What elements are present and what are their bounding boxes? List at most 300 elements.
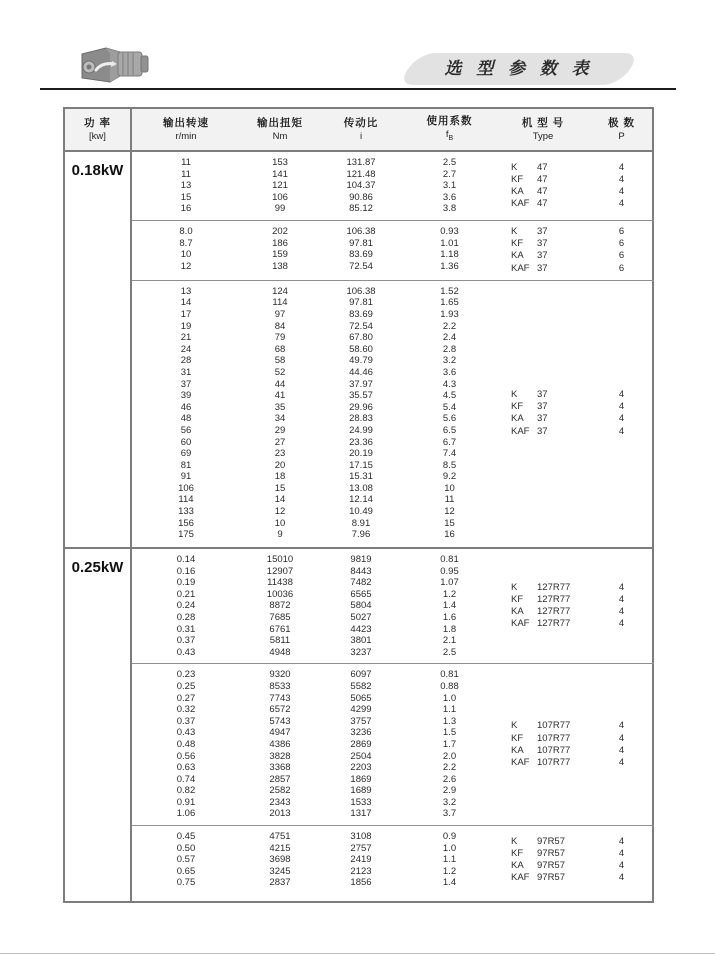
- ratio-value-column: [320, 669, 402, 820]
- model-size: 47: [537, 185, 548, 197]
- torque-value: 29: [274, 424, 286, 436]
- speed-value-column: [132, 554, 240, 658]
- service-factor-value: 1.5: [442, 727, 457, 739]
- model-type: [511, 162, 589, 174]
- poles-column: [589, 669, 654, 820]
- speed-value: 69: [180, 448, 192, 460]
- model-prefix: KF: [511, 401, 524, 413]
- model-prefix: KF: [511, 593, 524, 605]
- service-factor-value: 10: [444, 482, 455, 494]
- ratio-value: 2123: [350, 865, 372, 877]
- torque-value: 4948: [269, 646, 291, 658]
- ratio-value: 15.31: [349, 471, 373, 483]
- service-factor-value: 2.5: [442, 646, 457, 658]
- pole-count: 6: [618, 262, 625, 274]
- torque-value: 6761: [269, 623, 291, 635]
- torque-value-column: [240, 669, 320, 820]
- service-factor-value: 3.7: [442, 808, 457, 820]
- model-prefix: KAF: [511, 872, 530, 884]
- service-factor-value: 3.2: [442, 796, 457, 808]
- ratio-value: 5582: [350, 680, 372, 692]
- model-size: 37: [537, 388, 548, 400]
- ratio-value: 1533: [350, 796, 372, 808]
- ratio-value-column: [320, 831, 402, 889]
- speed-value-column: [132, 669, 240, 820]
- speed-value-column: [132, 226, 240, 275]
- model-size: 37: [537, 425, 548, 437]
- header-torque: [240, 109, 320, 150]
- ratio-value: 13.08: [349, 482, 373, 494]
- ratio-value: 4423: [350, 623, 372, 635]
- speed-value: 91: [180, 471, 192, 483]
- speed-value: 175: [178, 529, 194, 541]
- torque-value: 106: [272, 191, 288, 203]
- speed-value: 0.25: [176, 680, 196, 692]
- torque-value: 7743: [269, 692, 291, 704]
- model-prefix: KF: [511, 238, 524, 250]
- model-type: [511, 745, 589, 757]
- ratio-value: 2419: [350, 854, 372, 866]
- service-factor-value: 7.4: [442, 448, 457, 460]
- page-bottom-edge: [0, 953, 715, 954]
- header-torque-unit: Nm: [272, 131, 288, 142]
- service-factor-value: 2.9: [442, 785, 457, 797]
- torque-value: 97: [274, 308, 286, 320]
- speed-value: 15: [180, 191, 192, 203]
- header-service-factor-label: 使用系数: [426, 115, 473, 128]
- service-factor-value: 2.4: [442, 332, 457, 344]
- model-prefix: KAF: [511, 618, 530, 630]
- service-factor-value-column: [402, 669, 497, 820]
- model-prefix: K: [511, 720, 518, 732]
- service-factor-value-column: [402, 286, 497, 541]
- model-type: [511, 426, 589, 438]
- speed-value: 8.7: [179, 237, 193, 249]
- model-size: 127R77: [537, 581, 571, 593]
- torque-value-column: [240, 226, 320, 275]
- model-type: [511, 606, 589, 618]
- service-factor-value: 4.3: [442, 378, 457, 390]
- power-cell: [65, 152, 132, 547]
- service-factor-value-column: [402, 554, 497, 658]
- ratio-value: 49.79: [349, 355, 373, 367]
- model-column: [497, 226, 589, 275]
- ratio-value: 28.83: [349, 413, 373, 425]
- speed-value: 0.28: [176, 611, 196, 623]
- header-model: [497, 109, 589, 150]
- service-factor-value: 1.93: [440, 308, 459, 320]
- torque-value: 121: [272, 180, 288, 192]
- speed-value: 0.21: [176, 588, 196, 600]
- torque-value: 159: [272, 249, 288, 261]
- service-factor-value: 4.5: [442, 390, 457, 402]
- service-factor-value: 2.5: [442, 157, 457, 168]
- service-factor-value: 2.2: [442, 320, 457, 332]
- service-factor-value: 5.4: [442, 401, 457, 413]
- ratio-value: 97.81: [349, 297, 373, 309]
- torque-value: 99: [274, 203, 286, 215]
- speed-value: 12: [180, 260, 192, 272]
- ratio-value: 5027: [350, 611, 372, 623]
- model-size: 127R77: [537, 606, 571, 618]
- service-factor-value: 2.2: [442, 762, 457, 774]
- model-type: [511, 582, 589, 594]
- ratio-value: 7.96: [351, 529, 371, 541]
- speed-value: 0.45: [176, 831, 196, 843]
- ratio-value: 10.49: [349, 506, 373, 518]
- service-factor-value-column: [402, 226, 497, 275]
- pole-count: 4: [618, 185, 625, 197]
- power-section: [65, 547, 652, 903]
- service-factor-value: 0.93: [440, 225, 459, 237]
- model-prefix: KA: [511, 606, 524, 618]
- service-factor-value: 1.07: [440, 577, 459, 589]
- pole-count: 4: [618, 732, 625, 744]
- pole-count: 4: [618, 581, 625, 593]
- speed-value: 0.50: [176, 842, 196, 854]
- gearmotor-illustration: [72, 40, 156, 88]
- torque-value: 4947: [269, 727, 291, 739]
- torque-value: 138: [272, 260, 288, 272]
- ratio-value: 35.57: [349, 390, 373, 402]
- gearmotor-photo: [72, 40, 156, 88]
- service-factor-value: 3.6: [442, 366, 457, 378]
- model-column: [497, 669, 589, 820]
- speed-value: 0.31: [176, 623, 196, 635]
- service-factor-value: 0.88: [440, 680, 459, 692]
- torque-value: 12: [274, 506, 286, 518]
- model-type: [511, 413, 589, 425]
- model-type: [511, 238, 589, 250]
- ratio-value: 1869: [350, 773, 372, 785]
- torque-value: 2013: [269, 808, 291, 820]
- model-type: [511, 401, 589, 413]
- speed-value: 106: [178, 482, 194, 494]
- ratio-value: 7482: [350, 577, 372, 589]
- torque-value: 8533: [269, 680, 291, 692]
- model-prefix: KAF: [511, 262, 530, 274]
- pole-count: 4: [618, 744, 625, 756]
- header-speed: [132, 109, 240, 150]
- speed-value: 0.43: [176, 727, 196, 739]
- model-column: [497, 286, 589, 541]
- model-type: [511, 618, 589, 630]
- torque-value-column: [240, 286, 320, 541]
- header-power: [65, 109, 132, 150]
- ratio-value: 83.69: [349, 308, 373, 320]
- service-factor-symbol: f: [445, 129, 449, 141]
- speed-value-column: [132, 831, 240, 889]
- speed-value: 81: [180, 459, 192, 471]
- speed-value: 0.23: [176, 669, 196, 681]
- header-torque-label: 输出扭矩: [257, 117, 303, 129]
- speed-value: 28: [180, 355, 192, 367]
- ratio-value: 72.54: [349, 320, 373, 332]
- header-ratio: [320, 109, 402, 150]
- torque-value: 141: [272, 168, 288, 180]
- speed-value: 21: [180, 332, 192, 344]
- header-service-factor: [402, 109, 497, 150]
- pole-count: 4: [618, 860, 625, 872]
- speed-value: 0.16: [176, 565, 196, 577]
- page-title-band: [398, 53, 640, 85]
- ratio-group: [132, 220, 654, 280]
- model-prefix: K: [511, 225, 518, 237]
- torque-value: 114: [272, 297, 288, 309]
- service-factor-value: 1.4: [442, 600, 457, 612]
- service-factor-value: 1.18: [440, 249, 459, 261]
- model-type: [511, 594, 589, 606]
- model-prefix: KAF: [511, 198, 530, 210]
- model-size: 37: [537, 413, 548, 425]
- torque-value-column: [240, 157, 320, 215]
- header-power-unit: [kw]: [89, 131, 106, 142]
- torque-value: 6572: [269, 704, 291, 716]
- poles-column: [589, 226, 654, 275]
- torque-value: 79: [274, 332, 286, 344]
- ratio-value: 2504: [350, 750, 372, 762]
- service-factor-value: 2.7: [442, 168, 457, 180]
- speed-value: 17: [180, 308, 192, 320]
- torque-value: 5743: [269, 715, 291, 727]
- pole-count: 4: [618, 872, 625, 884]
- model-type: [511, 757, 589, 769]
- service-factor-value: 1.3: [442, 715, 457, 727]
- model-type: [511, 250, 589, 262]
- model-prefix: KA: [511, 250, 524, 262]
- torque-value: 3245: [269, 865, 291, 877]
- ratio-group: [132, 549, 654, 663]
- speed-value: 0.63: [176, 762, 196, 774]
- header-poles-label: 极 数: [608, 117, 635, 129]
- service-factor-value: 1.01: [440, 237, 459, 249]
- service-factor-value: 1.1: [442, 854, 457, 866]
- ratio-value: 29.96: [349, 401, 373, 413]
- ratio-value: 2757: [350, 842, 372, 854]
- header-ratio-unit: i: [359, 131, 363, 142]
- ratio-value: 24.99: [349, 424, 373, 436]
- model-size: 37: [537, 238, 548, 250]
- model-type: [511, 836, 589, 848]
- ratio-value: 97.81: [349, 237, 373, 249]
- pole-count: 4: [618, 198, 625, 210]
- model-size: 97R57: [537, 835, 565, 847]
- torque-value: 52: [274, 366, 286, 378]
- model-size: 127R77: [537, 618, 571, 630]
- torque-value: 202: [272, 225, 288, 237]
- speed-value: 0.75: [176, 877, 196, 889]
- service-factor-value: 3.1: [442, 180, 457, 192]
- torque-value: 27: [274, 436, 286, 448]
- header-model-label: 机 型 号: [521, 117, 565, 129]
- service-factor-value: 0.9: [442, 831, 457, 843]
- speed-value: 0.27: [176, 692, 196, 704]
- ratio-value: 67.80: [349, 332, 373, 344]
- speed-value-column: [132, 286, 240, 541]
- ratio-value: 121.48: [346, 168, 376, 180]
- service-factor-value: 3.2: [442, 355, 457, 367]
- model-type: [511, 174, 589, 186]
- model-type: [511, 720, 589, 732]
- torque-value-column: [240, 831, 320, 889]
- torque-value: 5811: [269, 635, 291, 647]
- model-prefix: K: [511, 581, 518, 593]
- model-type: [511, 186, 589, 198]
- model-size: 47: [537, 173, 548, 185]
- service-factor-value: 3.8: [442, 203, 457, 215]
- power-label: 0.18kW: [71, 162, 124, 179]
- service-factor-value: 2.6: [442, 773, 457, 785]
- ratio-groups: [132, 549, 654, 903]
- pole-count: 4: [618, 161, 625, 173]
- model-size: 97R57: [537, 872, 565, 884]
- speed-value: 46: [180, 401, 192, 413]
- torque-value: 2857: [269, 773, 291, 785]
- header-model-unit: Type: [532, 131, 554, 142]
- model-prefix: K: [511, 161, 518, 173]
- ratio-value: 4299: [350, 704, 372, 716]
- torque-value-column: [240, 554, 320, 658]
- header-ratio-label: 传动比: [343, 117, 379, 129]
- speed-value: 0.37: [176, 715, 196, 727]
- torque-value: 9: [277, 529, 283, 541]
- model-size: 37: [537, 225, 548, 237]
- model-prefix: KA: [511, 860, 524, 872]
- speed-value: 39: [180, 390, 192, 402]
- ratio-value: 104.37: [346, 180, 376, 192]
- torque-value: 9320: [269, 669, 291, 681]
- ratio-value: 90.86: [349, 191, 373, 203]
- ratio-value: 23.36: [349, 436, 373, 448]
- model-prefix: KA: [511, 744, 524, 756]
- model-type: [511, 733, 589, 745]
- ratio-value: 106.38: [346, 285, 376, 297]
- speed-value: 0.57: [176, 854, 196, 866]
- poles-column: [589, 157, 654, 215]
- ratio-value-column: [320, 554, 402, 658]
- ratio-value: 2203: [350, 762, 372, 774]
- torque-value: 7685: [269, 611, 291, 623]
- service-factor-value: 15: [444, 517, 455, 529]
- speed-value: 0.32: [176, 704, 196, 716]
- speed-value: 133: [178, 506, 194, 518]
- ratio-value: 44.46: [349, 366, 373, 378]
- torque-value: 4386: [269, 738, 291, 750]
- ratio-value: 6097: [350, 669, 372, 681]
- model-type: [511, 860, 589, 872]
- service-factor-value: 1.2: [442, 865, 457, 877]
- ratio-value: 131.87: [346, 157, 376, 168]
- ratio-value-column: [320, 157, 402, 215]
- ratio-value: 5804: [350, 600, 372, 612]
- model-size: 37: [537, 401, 548, 413]
- header-rule: [40, 88, 676, 90]
- torque-value: 15: [274, 482, 286, 494]
- speed-value: 14: [180, 297, 192, 309]
- model-size: 107R77: [537, 720, 571, 732]
- speed-value-column: [132, 157, 240, 215]
- model-column: [497, 157, 589, 215]
- speed-value: 16: [180, 203, 192, 215]
- table-body: [65, 152, 652, 903]
- ratio-value: 3108: [350, 831, 372, 843]
- service-factor-value: 5.6: [442, 413, 457, 425]
- service-factor-value: 3.6: [442, 191, 457, 203]
- ratio-value: 37.97: [349, 378, 373, 390]
- torque-value: 2582: [269, 785, 291, 797]
- pole-count: 4: [618, 756, 625, 768]
- ratio-group: [132, 663, 654, 825]
- service-factor-value: 1.0: [442, 842, 457, 854]
- ratio-value-column: [320, 226, 402, 275]
- torque-value: 186: [272, 237, 288, 249]
- torque-value: 18: [274, 471, 286, 483]
- model-column: [497, 554, 589, 658]
- ratio-value-column: [320, 286, 402, 541]
- torque-value: 35: [274, 401, 286, 413]
- pole-count: 4: [618, 413, 625, 425]
- pole-count: 4: [618, 720, 625, 732]
- torque-value: 3698: [269, 854, 291, 866]
- torque-value: 3368: [269, 762, 291, 774]
- model-prefix: KAF: [511, 425, 530, 437]
- torque-value: 44: [274, 378, 286, 390]
- power-label: 0.25kW: [71, 559, 124, 576]
- speed-value: 60: [180, 436, 192, 448]
- speed-value: 13: [180, 285, 192, 297]
- header-poles-unit: P: [618, 131, 625, 142]
- service-factor-value: 2.0: [442, 750, 457, 762]
- pole-count: 4: [618, 593, 625, 605]
- model-size: 127R77: [537, 593, 571, 605]
- service-factor-value: 2.8: [442, 343, 457, 355]
- torque-value: 14: [274, 494, 286, 506]
- ratio-value: 106.38: [346, 225, 376, 237]
- model-prefix: K: [511, 388, 518, 400]
- model-size: 37: [537, 262, 548, 274]
- ratio-group: [132, 152, 654, 220]
- model-column: [497, 831, 589, 889]
- speed-value: 0.91: [176, 796, 196, 808]
- model-prefix: K: [511, 835, 518, 847]
- pole-count: 4: [618, 847, 625, 859]
- header-poles: [589, 109, 654, 150]
- power-section: [65, 152, 652, 547]
- torque-value: 124: [272, 285, 288, 297]
- poles-column: [589, 554, 654, 658]
- ratio-value: 58.60: [349, 343, 373, 355]
- speed-value: 156: [178, 517, 194, 529]
- model-size: 47: [537, 198, 548, 210]
- ratio-value: 8.91: [351, 517, 371, 529]
- model-type: [511, 226, 589, 238]
- ratio-value: 2869: [350, 738, 372, 750]
- pole-count: 4: [618, 606, 625, 618]
- header-power-label: 功 率: [84, 117, 111, 129]
- torque-value: 10036: [266, 588, 294, 600]
- model-prefix: KA: [511, 413, 524, 425]
- speed-value: 8.0: [179, 225, 193, 237]
- ratio-value: 3236: [350, 727, 372, 739]
- header-speed-label: 输出转速: [163, 117, 209, 129]
- ratio-value: 3801: [350, 635, 372, 647]
- ratio-group: [132, 280, 654, 546]
- ratio-value: 1689: [350, 785, 372, 797]
- torque-value: 4215: [269, 842, 291, 854]
- model-prefix: KF: [511, 173, 524, 185]
- service-factor-value-column: [402, 157, 497, 215]
- torque-value: 10: [274, 517, 286, 529]
